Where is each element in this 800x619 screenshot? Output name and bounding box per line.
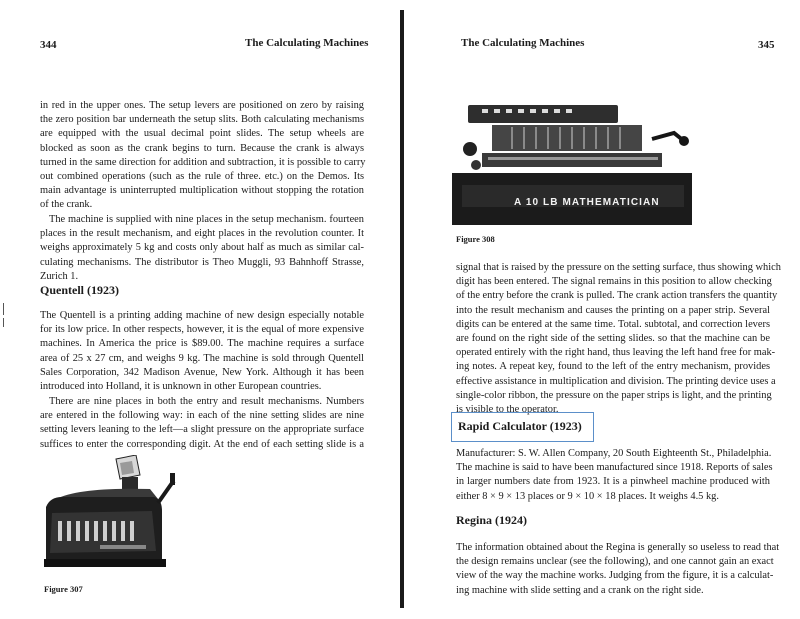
- page-number: 345: [758, 39, 775, 51]
- paragraph-demos-1: [40, 99, 364, 213]
- section-heading-rapid-calculator: Rapid Calculator (1923): [458, 419, 582, 433]
- page-number: 344: [40, 39, 57, 51]
- text-line: effective assistance in multiplication and division. The printing device uses a: [456, 375, 776, 387]
- text-line: Manufacturer: S. W. Allen Company, 20 South Eighteenth St., Philadelphia.: [456, 448, 772, 459]
- section-heading-quentell: Quentell (1923): [40, 283, 119, 297]
- text-line: digit has been entered. The signal remains in this position to allow checking: [456, 276, 772, 288]
- text-line: operated entirely with the right hand, thus leaving the left hand free for mak-: [456, 347, 776, 359]
- margin-mark: [3, 318, 4, 327]
- section-heading-regina: Regina (1924): [456, 513, 527, 527]
- paragraph-demos-2: [40, 213, 364, 284]
- text-line: view of the way the machine works. Judging from the figure, it is a calculat-: [456, 570, 774, 582]
- text-line: are entered in the following way: in each of the nine setting slides are nine: [40, 410, 364, 422]
- margin-mark: [3, 303, 4, 315]
- running-head: The Calculating Machines: [461, 37, 585, 49]
- text-line: The machine is supplied with nine places in the setup mechanism. fourteen: [49, 214, 364, 225]
- figure-308-label: A 10 LB MATHEMATICIAN: [514, 197, 660, 208]
- text-line: are found on the right side of the setting slides. so that the machine can be: [456, 333, 770, 345]
- text-line: Zurich 1.: [40, 270, 79, 282]
- figure-307-caption: Figure 307: [44, 584, 83, 594]
- text-line: culating mechanisms. The distributor is Theo Muggli, 93 Bahnhoff Strasse,: [40, 256, 364, 268]
- text-line: the zero position bar underneath the setup slits. Both calculating mechanisms: [40, 114, 364, 126]
- text-line: blocked as soon as the crank begins to turn. Because the crank is always: [40, 142, 364, 154]
- running-head: The Calculating Machines: [245, 37, 369, 49]
- text-line: weighs approximately 5 kg and costs only about half as much as similar cal-: [40, 242, 364, 254]
- text-line: places in the result mechanism, and eight places in the revolution counter. It: [40, 228, 364, 240]
- text-line: Sales Corporation, 342 Madison Avenue, New York. Although it has been: [40, 366, 364, 378]
- text-line: area of 25 x 27 cm, and weighs 9 kg. The machine is sold through Quentell: [40, 352, 364, 364]
- text-line: is visible to the operator.: [456, 404, 559, 416]
- text-line: suffices to enter the corresponding digit. At the end of each setting slide is a: [40, 438, 364, 450]
- text-line: machines. In America the price is $89.00. The machine requires a surface: [40, 338, 364, 350]
- figure-307-quentell-machine: [40, 455, 180, 573]
- paragraph-quentell-continued: [456, 261, 781, 417]
- text-line: introduced into Holland, it is unknown in other European countries.: [40, 381, 322, 393]
- paragraph-regina: [456, 541, 780, 598]
- text-line: the design remains unclear (see the following), and one cannot gain an exact: [456, 556, 774, 568]
- right-page: [404, 0, 800, 619]
- text-line: There are nine places in both the entry and result mechanisms. Numbers: [49, 396, 364, 407]
- text-line: in larger numbers date from 1923. It is a pinwheel machine produced with: [456, 476, 770, 488]
- text-line: for its low price. In other respects, however, it is the equal of more expensive: [40, 324, 364, 336]
- text-line: of the entry before the crank is pulled. The crank action transfers the quantity: [456, 290, 778, 302]
- text-line: The machine is said to have been manufactured since 1918. Reports of sales: [456, 462, 773, 474]
- figure-308-caption: Figure 308: [456, 234, 495, 244]
- paragraph-quentell-1: [40, 309, 364, 394]
- text-line: setting levers leaning to the left—a slight pressure on the appropriate surface: [40, 424, 364, 436]
- text-line: into the result mechanism and causes the printing on a paper strip. Several: [456, 304, 770, 316]
- text-line: of the crank.: [40, 199, 93, 211]
- text-line: The Quentell is a printing adding machine of new design especially notable: [40, 310, 364, 321]
- figure-308-mathematician-machine: [452, 99, 692, 225]
- text-line: signal that is raised by the pressure on the setting surface, thus showing which: [456, 262, 781, 273]
- text-line: in red in the upper ones. The setup levers are positioned on zero by raising: [40, 100, 364, 111]
- text-line: are equipped with the usual decimal point slides. The setup wheels are: [40, 128, 364, 140]
- text-line: single-color ribbon, the pressure on the paper strips is light, and the printing: [456, 389, 772, 401]
- text-line: either 8 × 9 × 13 places or 9 × 10 × 18 places. It weighs 4.5 kg.: [456, 490, 719, 502]
- text-line: turned in the same direction for addition and subtraction, it is possible to carry: [40, 156, 366, 168]
- text-line: digits can be entered at the same time. Total. subtotal, and correction levers: [456, 318, 770, 330]
- text-line: out combined operations (such as the rule of three. etc.) on the Demos. Its: [40, 171, 364, 183]
- text-line: main advantage is uninterrupted multiplication without stopping the rotation: [40, 185, 364, 197]
- paragraph-rapid-calculator: [456, 447, 773, 504]
- text-line: The information obtained about the Regina is generally so useless to read that: [456, 542, 780, 553]
- text-line: ing notes. A repeat key, found to the left of the entry mechanism, provides: [456, 361, 770, 373]
- paragraph-quentell-2: [40, 395, 364, 452]
- text-line: ing machine with slide setting and a crank on the right side.: [456, 584, 704, 596]
